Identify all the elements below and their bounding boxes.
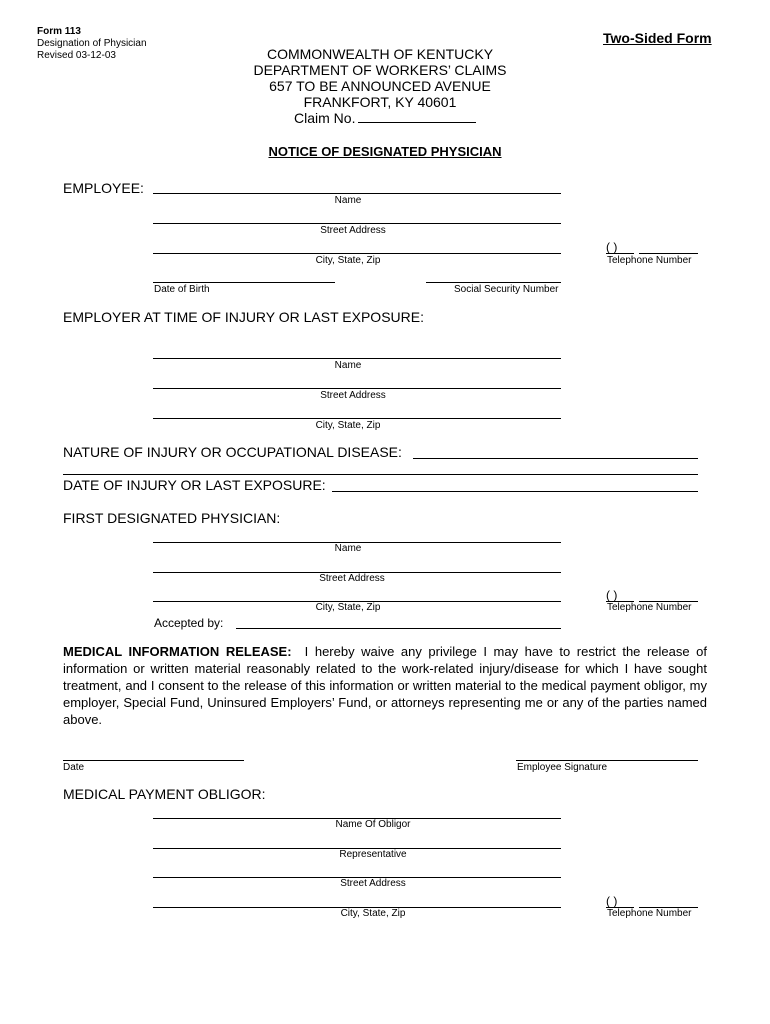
employee-dob-field[interactable]: [153, 282, 335, 283]
injury-nature-field-line-2[interactable]: [63, 474, 698, 475]
obligor-phone-area: ( ): [606, 894, 618, 908]
agency-header: [230, 46, 530, 110]
obligor-name-caption: Name Of Obligor: [335, 819, 411, 830]
claim-number-row: [294, 110, 476, 126]
notice-title: NOTICE OF DESIGNATED PHYSICIAN: [268, 144, 502, 159]
physician-phone-area: ( ): [606, 588, 618, 602]
obligor-label: MEDICAL PAYMENT OBLIGOR:: [63, 786, 266, 802]
employee-name-field[interactable]: [153, 193, 561, 194]
employer-street-caption: Street Address: [320, 390, 386, 401]
employee-signature-caption: Employee Signature: [517, 762, 608, 773]
agency-line-2: DEPARTMENT OF WORKERS’ CLAIMS: [253, 62, 507, 78]
employee-name-caption: Name: [334, 195, 362, 206]
injury-date-field[interactable]: [332, 491, 698, 492]
injury-nature-field[interactable]: [413, 458, 698, 459]
employee-label: EMPLOYEE:: [63, 180, 144, 196]
obligor-representative-caption: Representative: [339, 849, 407, 860]
revised-date: Revised 03-12-03: [37, 50, 116, 61]
obligor-city-caption: City, State, Zip: [340, 908, 406, 919]
employee-ssn-field[interactable]: [426, 282, 561, 283]
employee-phone-area: ( ): [606, 240, 618, 254]
employee-ssn-caption: Social Security Number: [454, 284, 559, 295]
physician-city-caption: City, State, Zip: [315, 602, 381, 613]
employee-street-field[interactable]: [153, 223, 561, 224]
release-date-field[interactable]: [63, 760, 244, 761]
employer-city-field[interactable]: [153, 418, 561, 419]
obligor-street-caption: Street Address: [340, 878, 406, 889]
physician-label: FIRST DESIGNATED PHYSICIAN:: [63, 510, 281, 526]
employee-phone-caption: Telephone Number: [607, 255, 692, 266]
agency-line-1: COMMONWEALTH OF KENTUCKY: [266, 46, 494, 62]
employer-label: EMPLOYER AT TIME OF INJURY OR LAST EXPOSURE:: [63, 309, 424, 325]
accepted-by-label: Accepted by:: [154, 616, 224, 630]
injury-nature-label: NATURE OF INJURY OR OCCUPATIONAL DISEASE:: [63, 444, 402, 460]
form-number: Form 113: [37, 26, 81, 37]
agency-line-4: FRANKFORT, KY 40601: [303, 94, 457, 110]
physician-phone-caption: Telephone Number: [607, 602, 692, 613]
employer-street-field[interactable]: [153, 388, 561, 389]
injury-date-label: DATE OF INJURY OR LAST EXPOSURE:: [63, 477, 326, 493]
employee-signature-field[interactable]: [516, 760, 698, 761]
employee-street-caption: Street Address: [320, 225, 386, 236]
physician-name-caption: Name: [334, 543, 362, 554]
release-date-caption: Date: [63, 762, 85, 773]
employee-dob-caption: Date of Birth: [154, 284, 210, 295]
medical-release-paragraph: [63, 643, 707, 728]
medical-release-text: I hereby waive any privilege I may have to restrict the release of information or written material reasonably related to the work-related injury/disease for which I have sought treatment, and I consent to the release of this information or written material to the medical payment obligor, my employer, Special Fund, Uninsured Employers’ Fund, or attorneys representing me or any of the parties named above.: [63, 644, 707, 727]
two-sided-notice: Two-Sided Form: [603, 30, 712, 46]
agency-line-3: 657 TO BE ANNOUNCED AVENUE: [269, 78, 491, 94]
claim-label: Claim No.: [294, 110, 356, 126]
form-title: Designation of Physician: [37, 38, 147, 49]
employer-name-caption: Name: [334, 360, 362, 371]
accepted-by-field[interactable]: [236, 628, 561, 629]
employee-phone-area-field[interactable]: [606, 253, 634, 254]
employee-city-field[interactable]: [153, 253, 561, 254]
employer-city-caption: City, State, Zip: [315, 420, 381, 431]
employer-name-field[interactable]: [153, 358, 561, 359]
medical-release-label: MEDICAL INFORMATION RELEASE:: [63, 644, 292, 659]
employee-phone-field[interactable]: [639, 253, 698, 254]
claim-number-field[interactable]: [358, 110, 476, 123]
form-meta: [37, 26, 147, 62]
physician-street-caption: Street Address: [319, 573, 385, 584]
employee-city-caption: City, State, Zip: [315, 255, 381, 266]
obligor-phone-caption: Telephone Number: [607, 908, 692, 919]
